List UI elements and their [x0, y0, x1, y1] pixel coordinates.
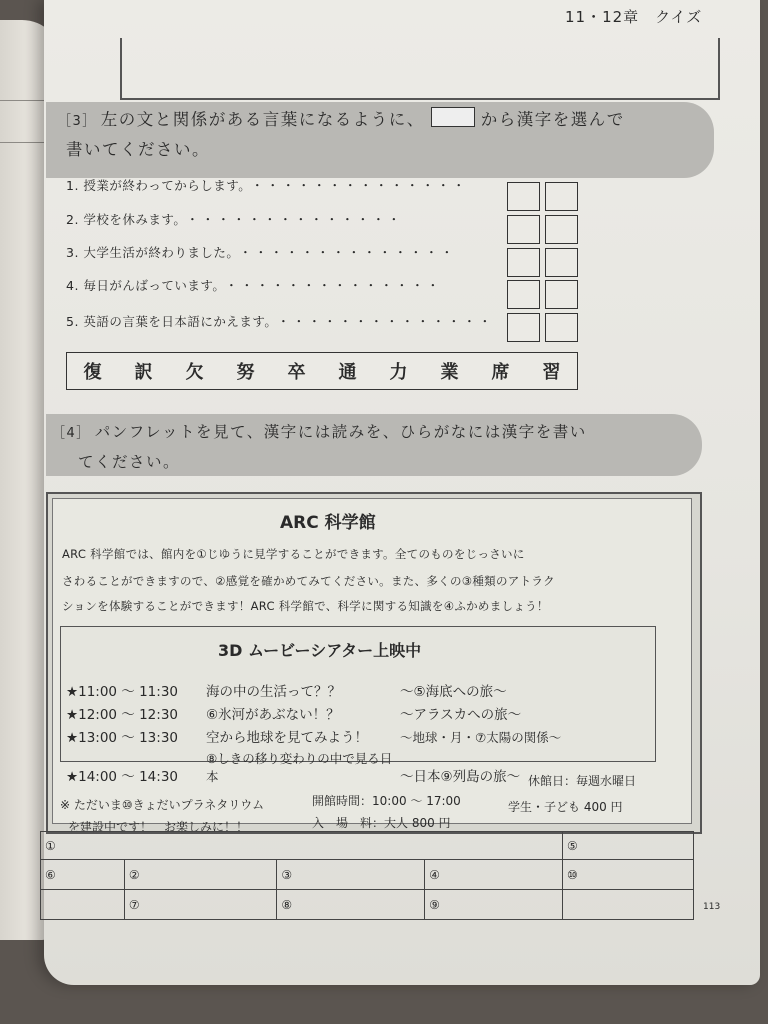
schedule-sub: ～⑤海底への旅～: [400, 684, 507, 700]
q4-text-b: てください。: [78, 453, 181, 471]
answer-square[interactable]: [545, 248, 578, 277]
answer-label: ③: [281, 867, 293, 882]
answer-cell[interactable]: [562, 860, 693, 890]
answer-table: [40, 831, 694, 920]
kanji-choice: 卒: [287, 362, 306, 383]
admission-fee: 入 場 料：大人 800 円: [312, 816, 451, 830]
pamphlet-line: ARC 科学館では、館内を①じゆうに見学することができます。全てのものをじっさいに: [62, 547, 525, 561]
schedule-title: 海の中の生活って？？: [206, 684, 341, 700]
dot-leader: ・・・・・・・・・・・・・・: [225, 278, 443, 293]
inline-answer-box: [431, 107, 475, 127]
kanji-choice: 席: [491, 362, 510, 383]
answer-square[interactable]: [507, 248, 540, 277]
q3-item: [66, 210, 403, 228]
answer-label: ⑤: [566, 838, 578, 853]
q3-item-text: 2. 学校を休みます。: [66, 212, 181, 227]
answer-square[interactable]: [545, 182, 578, 211]
q3-text-b: から漢字を選んで: [480, 110, 625, 129]
schedule-row: [66, 680, 507, 700]
kanji-choice: 復: [83, 362, 102, 383]
q3-item: [66, 312, 494, 330]
pamphlet-line: さわることができますので、②感覚を確かめてみてください。また、多くの③種類のアトラク: [62, 574, 555, 588]
top-answer-box-edge: [718, 38, 720, 100]
q4-number: ［4］: [52, 426, 91, 441]
q3-instruction: [58, 106, 625, 164]
answer-cell[interactable]: [277, 890, 425, 920]
q3-item-text: 1. 授業が終わってからします。: [66, 178, 246, 193]
answer-cell[interactable]: [562, 832, 693, 860]
answer-cell[interactable]: [124, 860, 277, 890]
kanji-choice: 業: [440, 362, 459, 383]
answer-square[interactable]: [545, 280, 578, 309]
q3-item-text: 4. 毎日がんばっています。: [66, 278, 220, 293]
answer-square[interactable]: [507, 280, 540, 309]
schedule-sub: ～アラスカへの旅～: [400, 707, 522, 723]
answer-cell[interactable]: [41, 832, 563, 860]
schedule-time: ★11:00 ～ 11:30: [66, 684, 178, 700]
schedule-row: [66, 726, 561, 746]
closed-day: 休館日：毎週水曜日: [528, 774, 637, 788]
answer-label: ⑩: [566, 867, 578, 882]
q3-text-c: 書いてください。: [66, 140, 210, 159]
movie-title: 3D ムービーシアター上映中: [218, 641, 422, 660]
q3-item: [66, 276, 442, 294]
answer-cell[interactable]: [41, 860, 125, 890]
kanji-choice: 訳: [134, 362, 153, 383]
q3-item: [66, 176, 468, 194]
schedule-row: [66, 703, 521, 723]
answer-label: ①: [45, 838, 56, 853]
kanji-choice: 力: [389, 362, 408, 383]
answer-cell[interactable]: [277, 860, 425, 890]
schedule-row: [66, 749, 520, 785]
kanji-choice: 通: [338, 362, 357, 383]
answer-label: ⑧: [281, 897, 293, 912]
schedule-time: ★13:00 ～ 13:30: [66, 730, 178, 746]
schedule-title: ⑥氷河があぶない！？: [206, 707, 340, 723]
answer-cell[interactable]: [41, 890, 125, 920]
schedule-title: 空から地球を見てみよう！: [206, 730, 368, 746]
schedule-title: ⑧しきの移り変わりの中で見る日本: [206, 751, 393, 784]
q3-item-text: 5. 英語の言葉を日本語にかえます。: [66, 314, 272, 329]
answer-square[interactable]: [507, 215, 540, 244]
dot-leader: ・・・・・・・・・・・・・・: [186, 212, 404, 227]
kanji-choice: 努: [236, 362, 255, 383]
answer-square[interactable]: [545, 313, 578, 342]
answer-label: ④: [429, 867, 440, 882]
dot-leader: ・・・・・・・・・・・・・・: [239, 245, 457, 260]
schedule-time: ★12:00 ～ 12:30: [66, 707, 178, 723]
schedule-sub: ～日本⑨列島の旅～: [400, 769, 521, 785]
answer-label: ⑨: [429, 897, 440, 912]
answer-label: ②: [128, 867, 140, 882]
q3-text-a: 左の文と関係がある言葉になるように、: [100, 110, 425, 129]
kanji-choice-bar: [66, 352, 578, 390]
pamphlet-note: ※ ただいま⑩きょだいプラネタリウム: [60, 798, 265, 812]
pamphlet-note: を建設中です！ お楽しみに！！: [68, 820, 249, 834]
q4-instruction: [52, 418, 587, 476]
chapter-header: 11・12章 クイズ: [565, 8, 703, 26]
answer-cell[interactable]: [562, 890, 693, 920]
q3-item: [66, 243, 456, 261]
q3-number: ［3］: [58, 114, 97, 129]
top-answer-box: [120, 38, 720, 100]
q4-text-a: パンフレットを見て、漢字には読みを、ひらがなには漢字を書い: [94, 423, 587, 441]
dot-leader: ・・・・・・・・・・・・・・: [251, 178, 469, 193]
answer-square[interactable]: [545, 215, 578, 244]
admission-fee-students: 学生・子ども 400 円: [508, 800, 623, 814]
kanji-choice: 習: [542, 362, 561, 383]
answer-label: ⑦: [128, 897, 140, 912]
answer-cell[interactable]: [425, 860, 563, 890]
pamphlet-line: ションを体験することができます！ARC 科学館で、科学に関する知識を④ふかめましょう！: [62, 599, 549, 613]
kanji-choice: 欠: [185, 362, 204, 383]
answer-square[interactable]: [507, 182, 540, 211]
opening-hours: 開館時間：10:00 ～ 17:00: [312, 794, 461, 808]
dot-leader: ・・・・・・・・・・・・・・: [277, 314, 495, 329]
schedule-time: ★14:00 ～ 14:30: [66, 769, 178, 785]
answer-square[interactable]: [507, 313, 540, 342]
schedule-sub: ～地球・月・⑦太陽の関係～: [400, 730, 562, 745]
answer-cell[interactable]: [425, 890, 563, 920]
answer-label: ⑥: [45, 867, 56, 882]
pamphlet-title: ARC 科学館: [280, 513, 376, 533]
q3-item-text: 3. 大学生活が終わりました。: [66, 245, 234, 260]
answer-cell[interactable]: [124, 890, 277, 920]
page-number: 113: [703, 902, 721, 912]
